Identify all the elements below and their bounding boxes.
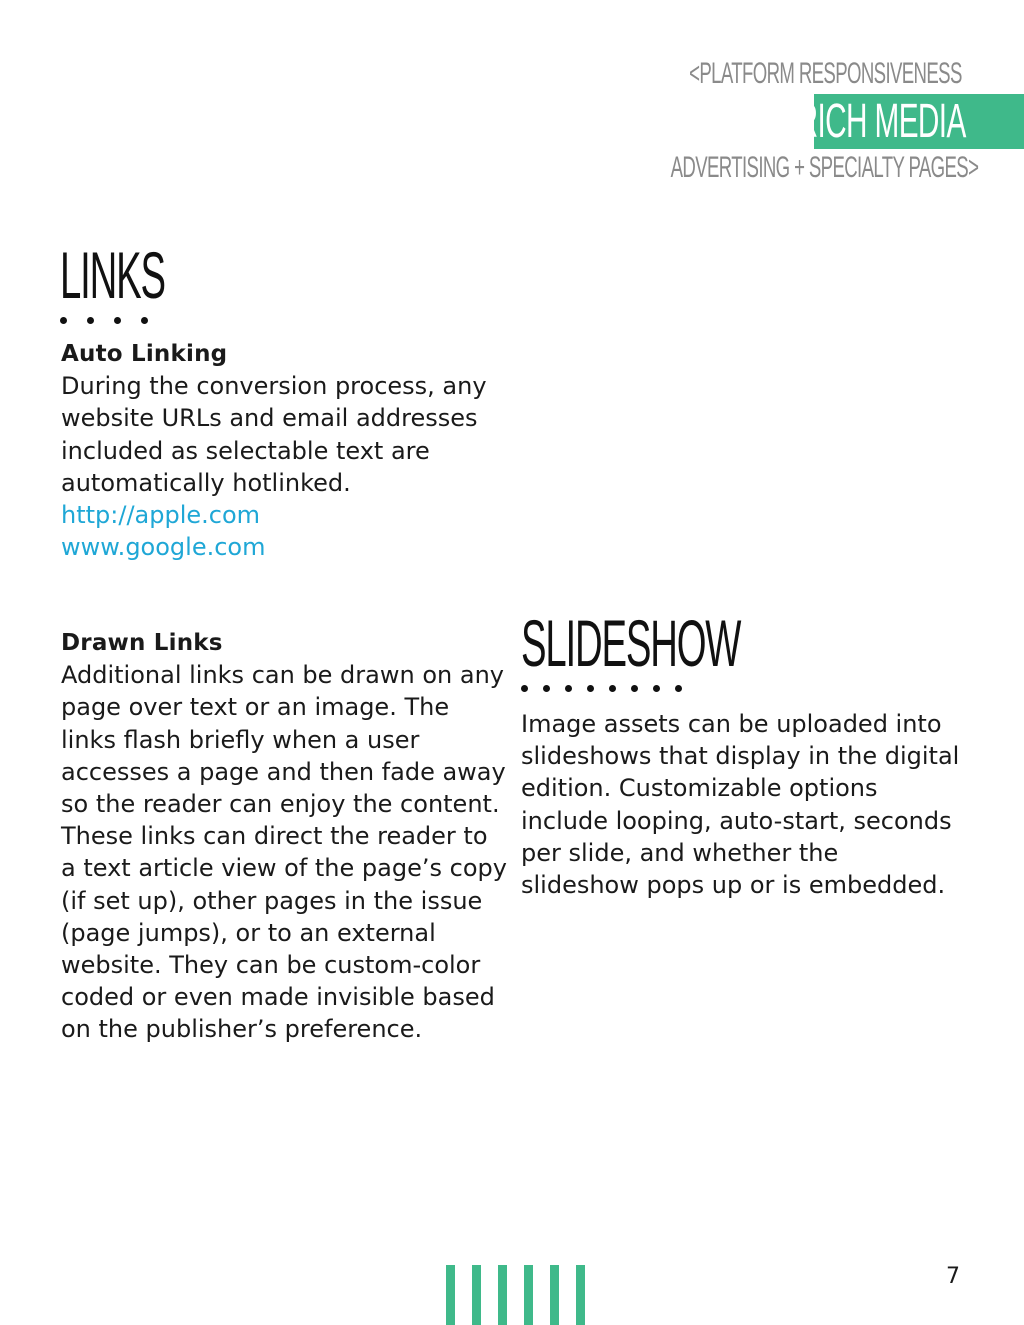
auto-linking-title: Auto Linking [61, 341, 228, 367]
dot [631, 685, 638, 692]
drawn-links-block [61, 627, 509, 1046]
dot [521, 685, 528, 692]
nav-current-section: RICH MEDIA [796, 95, 966, 148]
google-link[interactable]: www.google.com [61, 533, 266, 562]
slideshow-heading: SLIDESHOW [521, 606, 741, 680]
slideshow-body: Image assets can be uploaded into slideshows that display in the digital edition. Customizable options include looping, auto-start, seconds per slide, and whether the slideshow pops up or is embedded. [521, 710, 960, 900]
footer-stripes-decoration [446, 1265, 585, 1325]
drawn-links-body: Additional links can be drawn on any page over text or an image. The links flash briefly when a user accesses a page and then fade away so the reader can enjoy the content. These links can direct the reader to a text article view of the page’s copy (if set up), other pages in the issue (page jumps), or to an external website. They can be custom-color coded or even made invisible based on the publisher’s preference. [61, 661, 507, 1044]
drawn-links-title: Drawn Links [61, 630, 223, 656]
dot [141, 317, 148, 324]
dot [543, 685, 550, 692]
dot [87, 317, 94, 324]
stripe [550, 1265, 559, 1325]
slideshow-heading-dots [521, 685, 682, 692]
stripe [576, 1265, 585, 1325]
dot [114, 317, 121, 324]
dot [60, 317, 67, 324]
apple-link[interactable]: http://apple.com [61, 501, 261, 530]
slideshow-block [521, 708, 961, 901]
nav-next-section[interactable]: ADVERTISING + SPECIALTY PAGES> [670, 151, 978, 184]
dot [609, 685, 616, 692]
stripe [524, 1265, 533, 1325]
links-heading-dots [60, 317, 148, 324]
auto-linking-body: During the conversion process, any website URLs and email addresses included as selectable text are automatically hotlinked. [61, 372, 487, 497]
nav-prev-section[interactable]: <PLATFORM RESPONSIVENESS [689, 57, 962, 90]
dot [675, 685, 682, 692]
stripe [472, 1265, 481, 1325]
stripe [446, 1265, 455, 1325]
page-number: 7 [946, 1264, 960, 1289]
dot [587, 685, 594, 692]
links-heading: LINKS [60, 238, 165, 312]
dot [653, 685, 660, 692]
dot [565, 685, 572, 692]
auto-linking-block [61, 338, 511, 563]
stripe [498, 1265, 507, 1325]
